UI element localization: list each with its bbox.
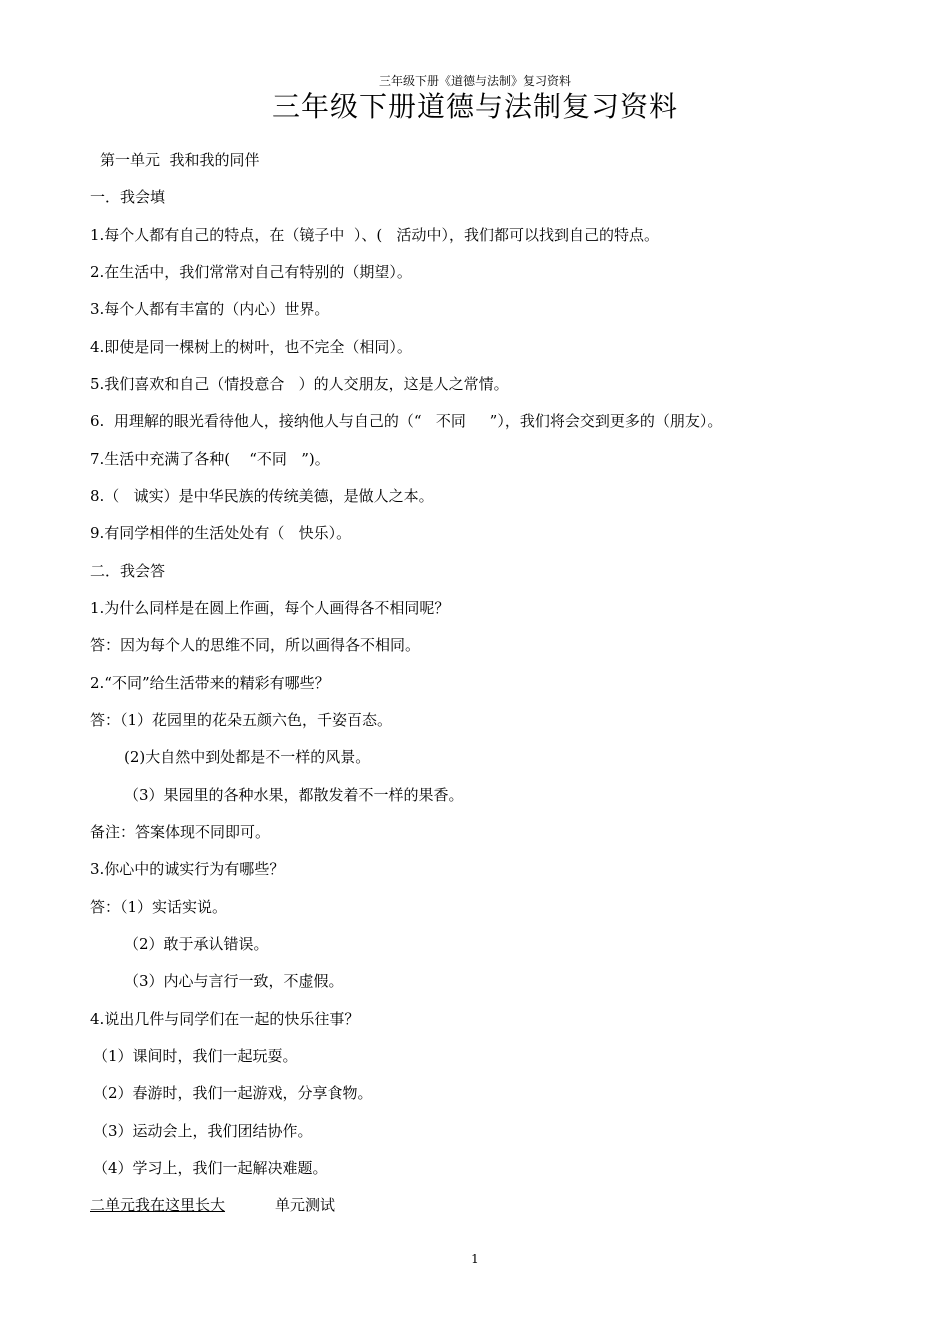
section2-heading: 二．我会答	[90, 562, 166, 580]
fill-item-2: 2.在生活中，我们常常对自己有特别的（期望）。	[90, 263, 412, 281]
question-4: 4.说出几件与同学们在一起的快乐往事？	[90, 1010, 360, 1028]
answer-4-item-3: （3）运动会上，我们团结协作。	[93, 1122, 313, 1140]
section1-heading: 一．我会填	[90, 188, 166, 206]
answer-2-item-2: (2)大自然中到处都是不一样的风景。	[124, 748, 371, 766]
answer-2-note: 备注：答案体现不同即可。	[90, 823, 271, 841]
answer-4-item-2: （2）春游时，我们一起游戏，分享食物。	[93, 1084, 373, 1102]
answer-3-item-2: （2）敢于承认错误。	[124, 935, 269, 953]
fill-item-6: 6. 用理解的眼光看待他人，接纳他人与自己的（“ 不同 ”），我们将会交到更多的（朋友）。	[90, 412, 723, 430]
fill-item-1: 1.每个人都有自己的特点，在（镜子中 ）、( 活动中），我们都可以找到自己的特点。	[90, 226, 660, 244]
fill-item-4: 4.即使是同一棵树上的树叶，也不完全（相同）。	[90, 338, 412, 356]
running-header: 三年级下册《道德与法制》复习资料	[378, 74, 571, 88]
answer-4-item-4: （4）学习上，我们一起解决难题。	[93, 1159, 328, 1177]
unit2-heading: 二单元我在这里长大	[90, 1196, 226, 1214]
answer-3-item-3: （3）内心与言行一致，不虚假。	[124, 972, 344, 990]
answer-1: 答：因为每个人的思维不同，所以画得各不相同。	[90, 636, 421, 654]
fill-item-3: 3.每个人都有丰富的（内心）世界。	[90, 300, 330, 318]
answer-2-item-3: （3）果园里的各种水果，都散发着不一样的果香。	[124, 786, 464, 804]
unit2-test-label: 单元测试	[275, 1196, 336, 1214]
question-2: 2.“不同”给生活带来的精彩有哪些？	[90, 674, 330, 692]
question-1: 1.为什么同样是在圆上作画，每个人画得各不相同呢？	[90, 599, 450, 617]
document-title: 三年级下册道德与法制复习资料	[271, 90, 678, 123]
answer-2-item-1: 答：（1）花园里的花朵五颜六色，千姿百态。	[90, 711, 393, 729]
fill-item-5: 5.我们喜欢和自己（情投意合 ）的人交朋友，这是人之常情。	[90, 375, 509, 393]
unit1-heading: 第一单元 我和我的同伴	[100, 151, 260, 169]
fill-item-9: 9.有同学相伴的生活处处有（ 快乐）。	[90, 524, 352, 542]
answer-4-item-1: （1）课间时，我们一起玩耍。	[93, 1047, 298, 1065]
question-3: 3.你心中的诚实行为有哪些？	[90, 860, 285, 878]
page-number: 1	[471, 1252, 479, 1266]
fill-item-8: 8.（ 诚实）是中华民族的传统美德，是做人之本。	[90, 487, 434, 505]
answer-3-item-1: 答：（1）实话实说。	[90, 898, 228, 916]
fill-item-7: 7.生活中充满了各种( “不同 ”)。	[90, 450, 330, 468]
